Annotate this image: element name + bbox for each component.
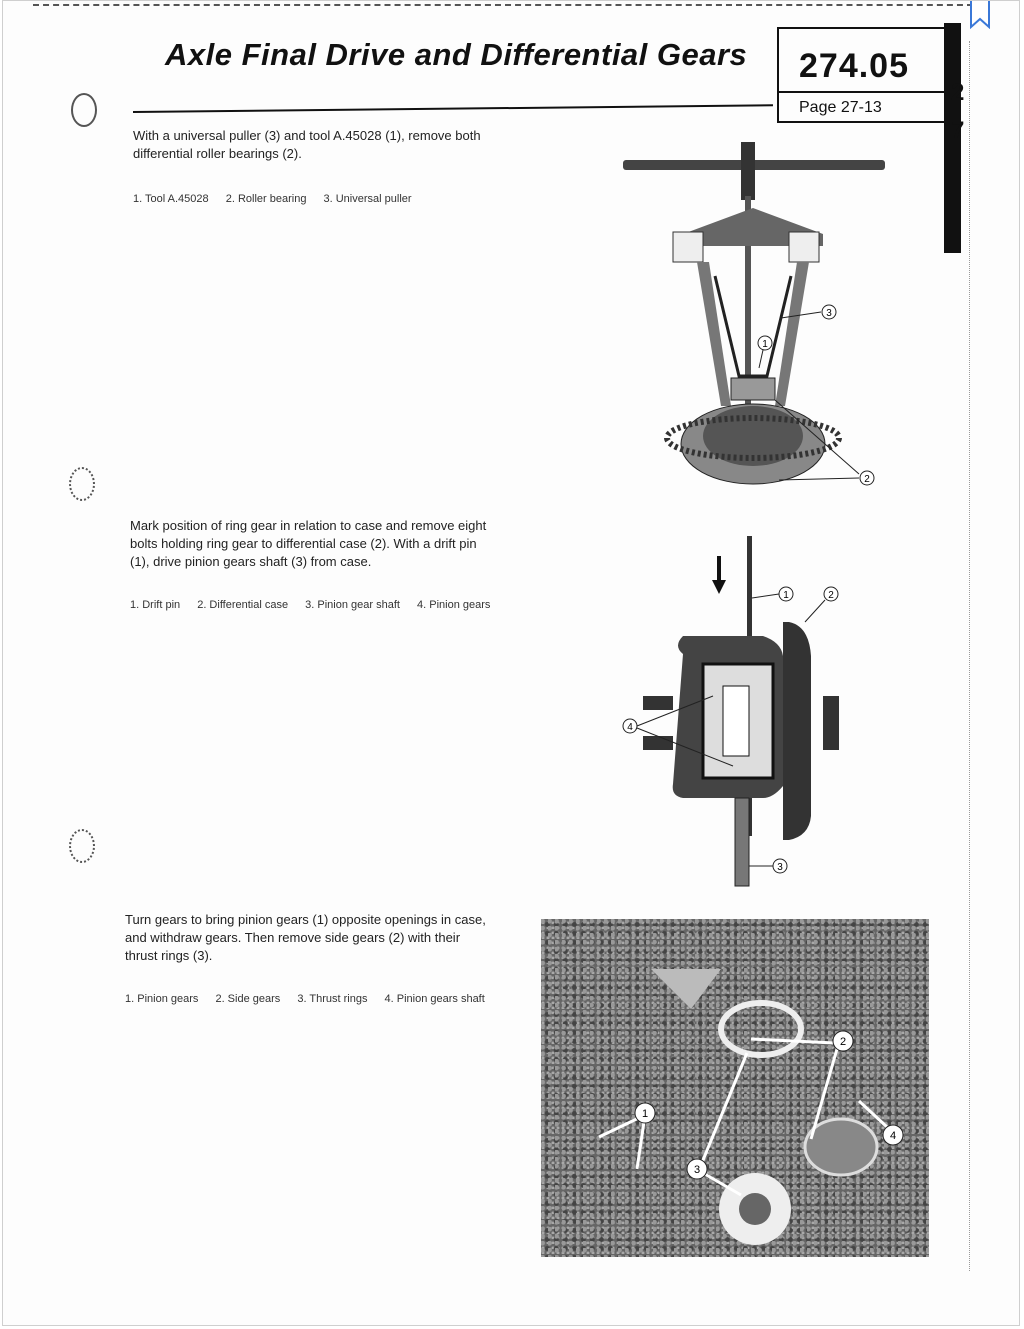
- puller-illustration: [603, 136, 903, 506]
- legend-item: 3. Universal puller: [323, 193, 412, 205]
- callout-2: 2: [828, 590, 834, 601]
- binder-hole: [69, 467, 95, 501]
- legend-item: 2. Side gears: [215, 993, 281, 1005]
- legend-item: 4. Pinion gears: [417, 599, 491, 611]
- callout-2: 2: [839, 1036, 847, 1048]
- legend-item: 2. Roller bearing: [225, 193, 307, 205]
- binder-hole: [71, 93, 97, 127]
- title-rule: [133, 104, 773, 113]
- legend-item: 2. Differential case: [197, 599, 289, 611]
- tab-digit-1: 2: [951, 79, 965, 106]
- page-title: Axle Final Drive and Differential Gears: [165, 37, 748, 72]
- section-box: [777, 27, 947, 123]
- disassembled-gears-photo: [541, 919, 929, 1257]
- legend-item: 1. Tool A.45028: [133, 193, 209, 205]
- photo-callouts: [541, 919, 929, 1257]
- callout-4: 4: [627, 722, 633, 733]
- callout-1: 1: [762, 339, 768, 350]
- manual-page: [2, 0, 1020, 1326]
- callout-4: 4: [889, 1130, 897, 1142]
- step-1-text: With a universal puller (3) and tool A.45028 (1), remove both differential roller bearings (2).: [133, 128, 481, 161]
- section-number: 274.05: [799, 47, 909, 85]
- legend-item: 3. Thrust rings: [297, 993, 368, 1005]
- step-1-legend: [133, 193, 426, 205]
- step-3-legend: [125, 993, 499, 1005]
- step-2-text: Mark position of ring gear in relation to case and remove eight bolts holding ring gear to differential case (2). With a drift pin (1), drive pinion gears shaft (3) from case.: [130, 518, 487, 569]
- step-3-text: Turn gears to bring pinion gears (1) opposite openings in case, and withdraw gears. Then remove side gears (2) with their thrust rings (3).: [125, 912, 486, 963]
- callout-2: 2: [864, 474, 870, 485]
- binder-hole: [69, 829, 95, 863]
- legend-item: 1. Drift pin: [130, 599, 181, 611]
- section-box-divider: [779, 91, 947, 93]
- top-border-line: [33, 4, 973, 6]
- callout-3: 3: [826, 308, 832, 319]
- step-2-legend: [130, 599, 504, 611]
- legend-item: 4. Pinion gears shaft: [384, 993, 485, 1005]
- callout-1: 1: [641, 1108, 649, 1120]
- callout-1: 1: [783, 590, 789, 601]
- page-edge-scan-marks: [969, 41, 980, 1271]
- legend-item: 3. Pinion gear shaft: [305, 599, 400, 611]
- legend-item: 1. Pinion gears: [125, 993, 199, 1005]
- callout-3: 3: [777, 862, 783, 873]
- page-number: Page 27-13: [799, 99, 882, 116]
- bookmark-icon[interactable]: [969, 1, 991, 29]
- callout-3: 3: [693, 1164, 701, 1176]
- tab-digit-2: 7: [951, 117, 965, 144]
- differential-case-illustration: [613, 536, 853, 896]
